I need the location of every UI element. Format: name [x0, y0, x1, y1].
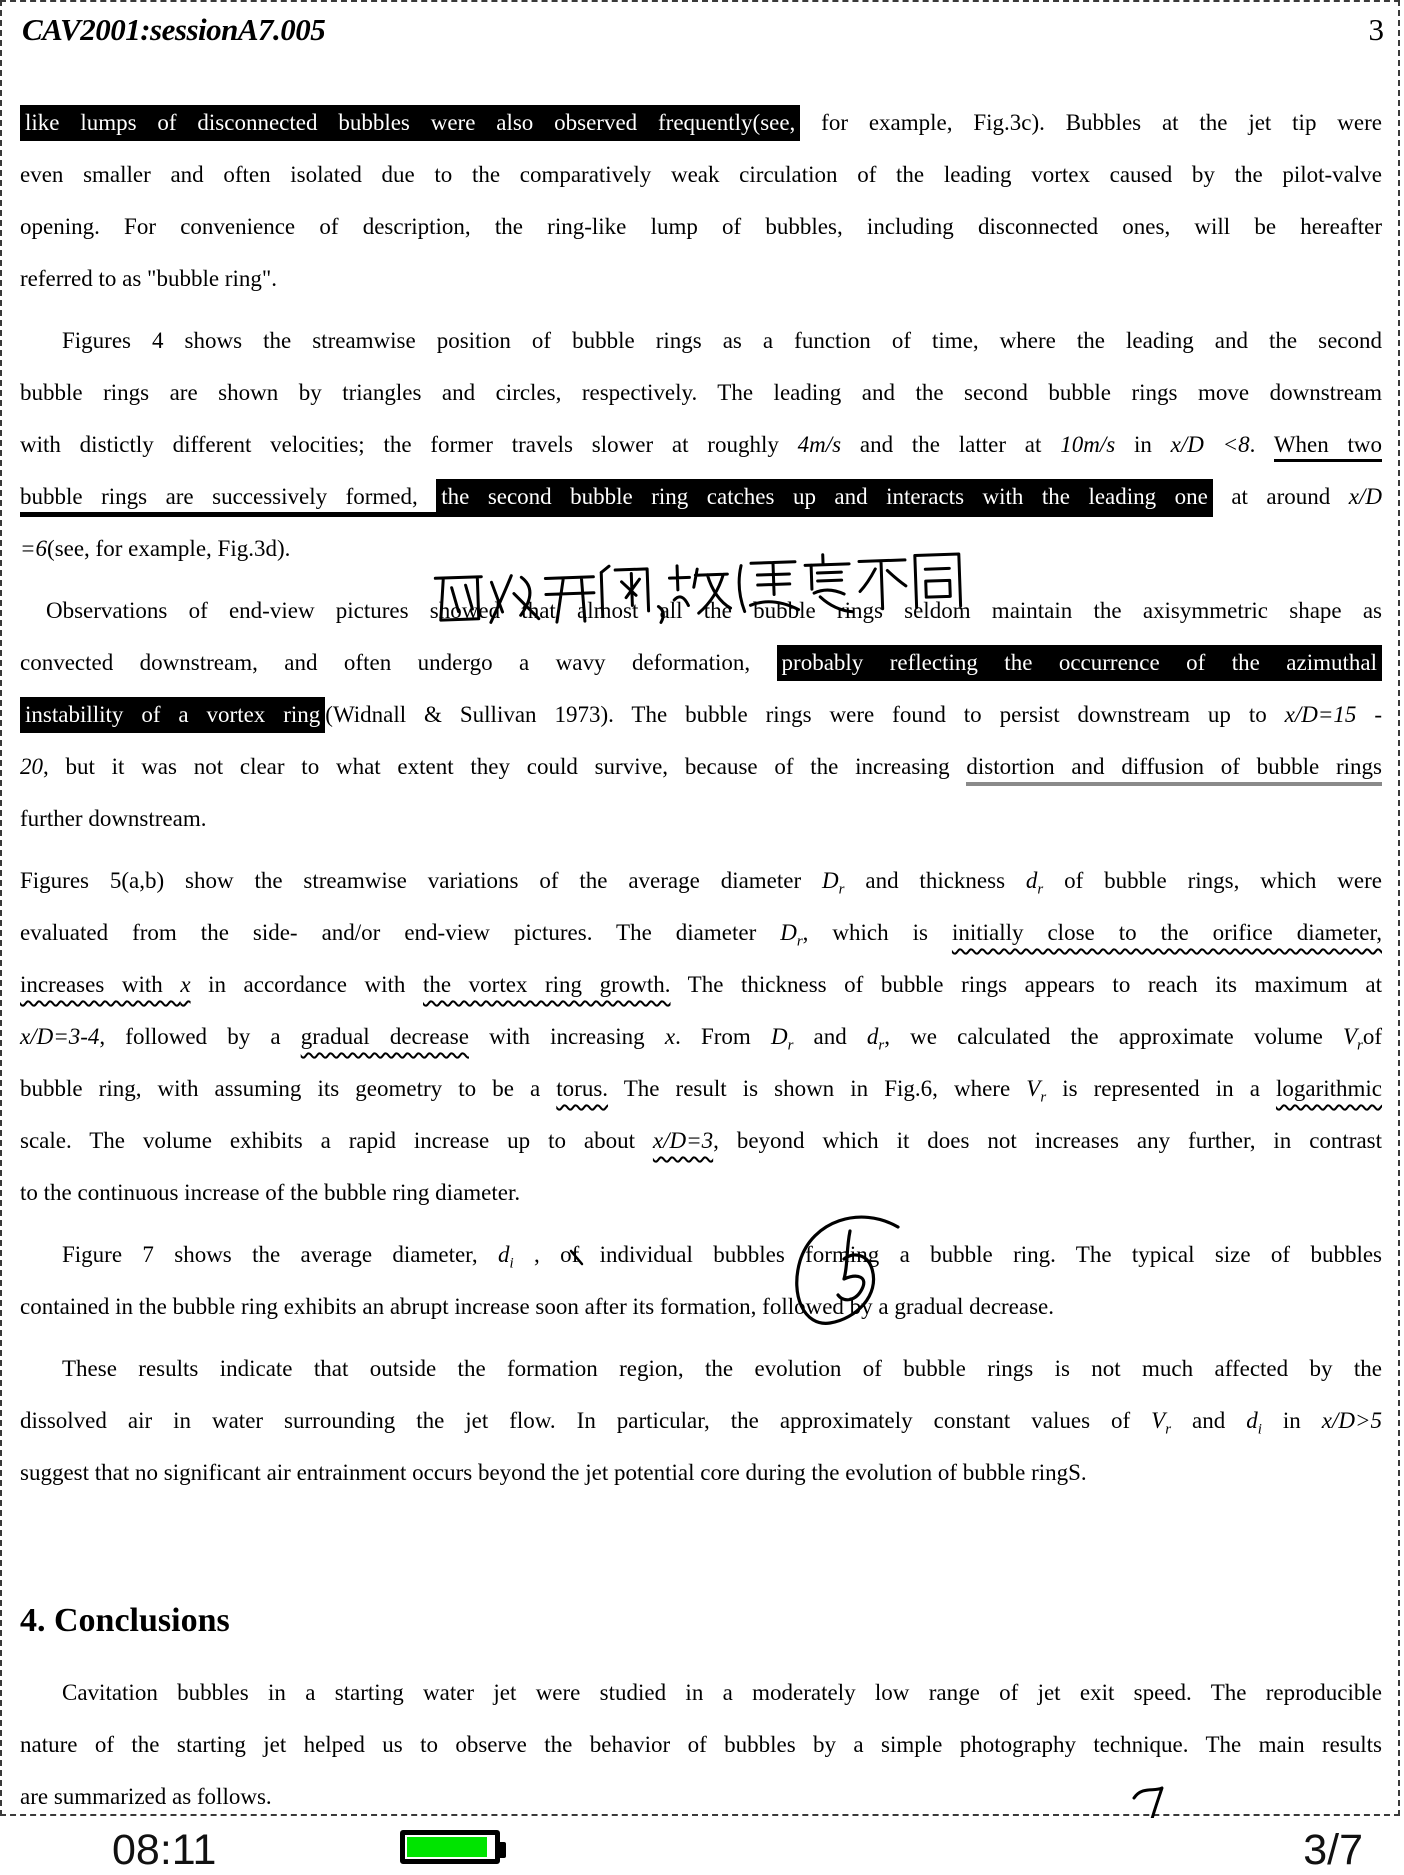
text-segment: D [770, 1024, 788, 1049]
text-line [20, 1343, 1382, 1395]
handwritten-tick-mark-icon[interactable] [568, 1248, 586, 1268]
handwritten-annotation-chinese-icon[interactable] [431, 538, 974, 649]
text-segment: 10m/s [1060, 432, 1116, 457]
page-header [22, 12, 1384, 56]
text-segment: to the continuous increase of the bubble ring diameter. [20, 1180, 521, 1205]
text-line [20, 1719, 1382, 1771]
clock-time: 08:11 [112, 1826, 217, 1874]
text-segment: convected downstream, and often undergo a wavy deformation, [20, 650, 777, 675]
text-segment: and [793, 1024, 867, 1049]
text-segment: contained in the bubble ring exhibits an abrupt increase soon after its formation, followed by a gradual decrease. [20, 1294, 1055, 1319]
text-segment: The thickness of bubble rings appears to reach its maximum at [670, 972, 1382, 997]
text-segment: The result is shown in Fig.6, where [608, 1076, 1027, 1101]
text-segment: bubble ring, with assuming its geometry to be a [20, 1076, 557, 1101]
text-line [20, 1395, 1382, 1447]
text-segment: , which is [802, 920, 952, 945]
text-segment: , beyond which it does not increases any further, in contrast [713, 1128, 1382, 1153]
text-segment: and the latter at [841, 432, 1061, 457]
text-segment: bubble rings are shown by triangles and circles, respectively. The leading and the second bubble rings move downstream [20, 380, 1382, 405]
text-line [20, 1771, 1382, 1823]
document-id: CAV2001:sessionA7.005 [22, 12, 326, 47]
text-segment: d [498, 1242, 510, 1267]
text-segment: opening. For convenience of description, the ring-like lump of bubbles, including disconnected ones, will be hereafter [20, 214, 1382, 239]
text-line [20, 367, 1382, 419]
text-segment: x/D=3-4 [20, 1024, 100, 1049]
paragraph [20, 97, 1382, 305]
paragraph [20, 1229, 1382, 1333]
text-segment: x [180, 972, 191, 997]
text-segment: initially close to the orifice diameter, [951, 920, 1382, 945]
text-segment: for example, Fig.3c). Bubbles at the jet tip were [800, 110, 1382, 135]
text-line [20, 149, 1382, 201]
text-segment: Figures 4 shows the streamwise position of bubble rings as a function of time, where the leading and the second [62, 328, 1382, 353]
text-segment: Figures 5(a,b) show the streamwise variations of the average diameter [20, 868, 823, 893]
text-segment: i [509, 1255, 514, 1272]
section-heading: 4. Conclusions [20, 1602, 230, 1639]
text-segment: of [1362, 1024, 1383, 1049]
text-segment: r [1165, 1421, 1172, 1438]
text-line [20, 1063, 1382, 1115]
text-segment: r [838, 881, 845, 898]
text-segment: is represented in a [1046, 1076, 1276, 1101]
text-segment: suggest that no significant air entrainment occurs beyond the jet potential core during the evolution of bubble ringS. [20, 1460, 1087, 1485]
text-segment: , we calculated the approximate volume [884, 1024, 1343, 1049]
handwritten-loop-mark-icon[interactable] [782, 1207, 922, 1339]
text-line [20, 471, 1382, 523]
text-segment: the vortex ring growth. [423, 972, 671, 997]
text-segment: distortion and diffusion of bubble rings [966, 754, 1382, 786]
text-segment: nature of the starting jet helped us to observe the behavior of bubbles by a simple photography technique. The main results [20, 1732, 1382, 1757]
text-segment: (Widnall & Sullivan 1973). The bubble rings were found to persist downstream up to [325, 702, 1285, 727]
text-segment: and [1171, 1408, 1247, 1433]
text-segment: x/D=15 [1284, 702, 1357, 727]
text-segment: r [796, 933, 803, 950]
text-line [20, 959, 1382, 1011]
text-segment: x/D>5 [1321, 1408, 1383, 1433]
text-segment: Observations of end-view pictures showed that almost all the bubble rings seldom maintain the axisymmetric shape as [46, 598, 1382, 623]
battery-full-icon [400, 1830, 500, 1864]
text-segment: d [1246, 1408, 1258, 1433]
text-line [20, 1667, 1382, 1719]
highlighted-text[interactable]: probably reflecting the occurrence of the azimuthal [777, 645, 1382, 681]
text-line [20, 201, 1382, 253]
text-segment: r [787, 1037, 794, 1054]
text-line [20, 1011, 1382, 1063]
text-segment: and thickness [844, 868, 1026, 893]
text-segment: D [780, 920, 797, 945]
text-segment: x/D [1348, 484, 1382, 509]
text-segment: These results indicate that outside the formation region, the evolution of bubble rings is not much affected by the [62, 1356, 1382, 1381]
paragraph [20, 315, 1382, 575]
text-segment: When two [1274, 432, 1382, 462]
text-segment: , followed by a [99, 1024, 301, 1049]
text-segment: of bubble rings, which were [1043, 868, 1382, 893]
text-segment: in [1115, 432, 1171, 457]
text-segment: at around [1212, 484, 1349, 509]
text-line [20, 1229, 1382, 1281]
text-line [20, 741, 1382, 793]
text-segment: gradual decrease [300, 1024, 469, 1049]
highlighted-text[interactable]: the second bubble ring catches up and interacts with the leading one [436, 479, 1213, 517]
text-segment: even smaller and often isolated due to the comparatively weak circulation of the leading vortex caused by the pilot-valve [20, 162, 1382, 187]
text-line [20, 907, 1382, 959]
text-segment: D [822, 868, 839, 893]
text-segment: 4m/s [797, 432, 842, 457]
text-segment: d [1025, 868, 1038, 893]
text-segment: evaluated from the side- and/or end-view pictures. The diameter [20, 920, 781, 945]
text-segment: scale. The volume exhibits a rapid increase up to about [20, 1128, 653, 1153]
text-line [20, 253, 1382, 305]
paragraph [20, 1667, 1382, 1823]
text-line [20, 315, 1382, 367]
text-segment: 20 [20, 754, 43, 779]
text-segment: increases with [20, 972, 181, 997]
text-segment: further downstream. [20, 806, 207, 831]
text-segment: x/D <8 [1170, 432, 1250, 457]
paragraph [20, 1343, 1382, 1499]
text-segment: dissolved air in water surrounding the jet flow. In particular, the approximately constant values of [20, 1408, 1152, 1433]
text-segment: Cavitation bubbles in a starting water jet were studied in a moderately low range of jet exit speed. The reproducible [62, 1680, 1382, 1705]
text-segment: V [1026, 1076, 1041, 1101]
text-line [20, 97, 1382, 149]
text-segment: . [1249, 432, 1274, 457]
text-segment: x [664, 1024, 676, 1049]
highlighted-text[interactable]: like lumps of disconnected bubbles were also observed frequently(see, [20, 105, 800, 141]
text-segment: V [1151, 1408, 1166, 1433]
text-segment: (see, for example, Fig.3d). [47, 536, 291, 561]
paragraph [20, 855, 1382, 1219]
text-segment: r [878, 1037, 885, 1054]
printed-page-number: 3 [1368, 12, 1384, 47]
text-segment: referred to as "bubble ring". [20, 266, 277, 291]
text-line [20, 793, 1382, 845]
text-segment: . From [675, 1024, 771, 1049]
battery-fill [407, 1837, 487, 1857]
text-segment: logarithmic [1275, 1076, 1383, 1101]
text-line [20, 855, 1382, 907]
text-line [20, 637, 1382, 689]
text-line [20, 1447, 1382, 1499]
text-segment: , but it was not clear to what extent they could survive, because of the increasing [43, 754, 967, 779]
text-line [20, 1115, 1382, 1167]
highlighted-text[interactable]: instabillity of a vortex ring [20, 697, 325, 733]
text-segment: r [1357, 1037, 1363, 1054]
text-line [20, 689, 1382, 741]
text-segment: x/D=3 [652, 1128, 714, 1153]
text-segment: d [866, 1024, 879, 1049]
text-segment: with distictly different velocities; the former travels slower at roughly [20, 432, 798, 457]
text-segment: i [1257, 1421, 1262, 1438]
text-line [20, 1167, 1382, 1219]
text-segment: r [1037, 881, 1044, 898]
text-segment: r [1040, 1089, 1047, 1106]
document-body [20, 97, 1382, 1833]
text-segment: in accordance with [190, 972, 423, 997]
text-segment: with increasing [468, 1024, 665, 1049]
text-segment: are summarized as follows. [20, 1784, 272, 1809]
text-segment: torus. [556, 1076, 609, 1101]
page-indicator[interactable]: 3/7 [1303, 1826, 1363, 1874]
text-line [20, 419, 1382, 471]
text-segment: V [1342, 1024, 1358, 1049]
text-segment: , of individual bubbles forming a bubble ring. The typical size of bubbles [513, 1242, 1382, 1267]
text-segment: =6 [20, 536, 48, 561]
text-line [20, 1281, 1382, 1333]
text-segment: Figure 7 shows the average diameter, [62, 1242, 499, 1267]
battery-nub [499, 1842, 506, 1858]
text-segment: - [1356, 702, 1382, 727]
text-segment: in [1261, 1408, 1322, 1433]
text-segment: bubble rings are successively formed, [20, 484, 436, 517]
status-bar [0, 1818, 1404, 1872]
